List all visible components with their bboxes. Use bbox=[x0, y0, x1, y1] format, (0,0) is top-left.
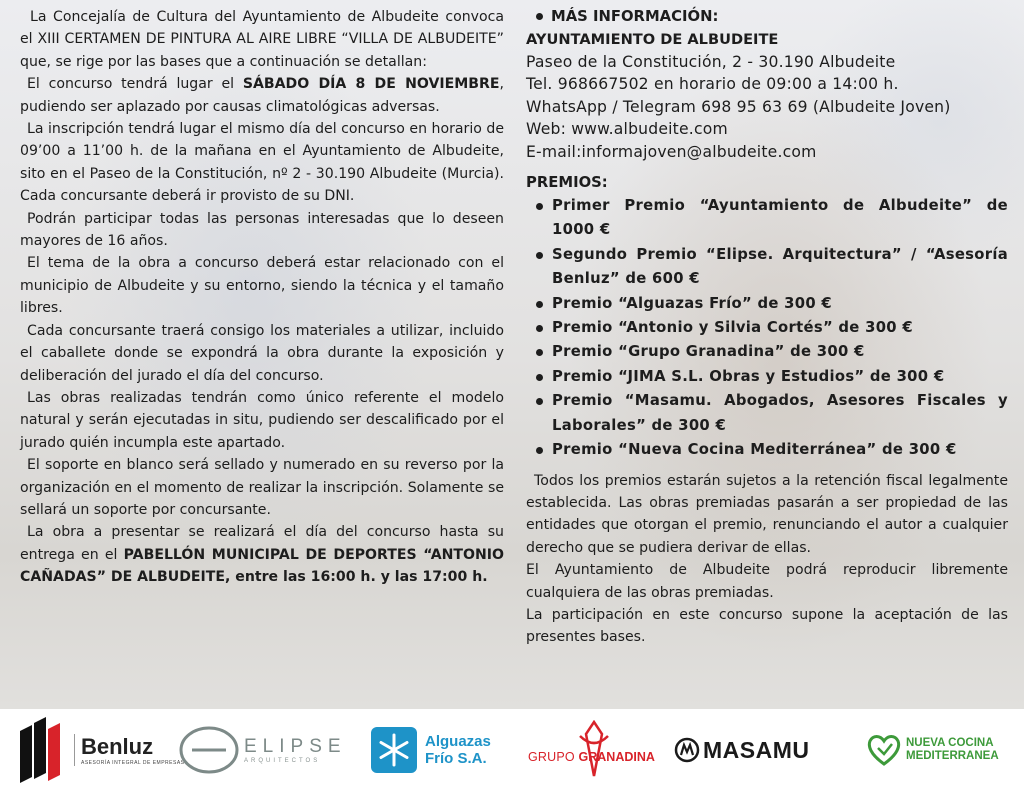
elipse-name: ELIPSE bbox=[244, 736, 347, 757]
prize-item bbox=[526, 194, 1008, 243]
heart-leaf-icon bbox=[866, 734, 902, 766]
benluz-tagline: ASESORÍA INTEGRAL DE EMPRESAS bbox=[81, 760, 185, 766]
rule-date-text-end: , pudiendo ser aplazado por causas climatológicas adversas. bbox=[20, 76, 504, 115]
prize-item bbox=[526, 316, 1008, 340]
bullet-icon bbox=[536, 398, 543, 405]
closing-notes bbox=[526, 470, 1008, 649]
prize-item bbox=[526, 389, 1008, 438]
masamu-logo bbox=[674, 709, 810, 791]
prize-item bbox=[526, 292, 1008, 316]
info-heading bbox=[526, 6, 1008, 28]
info-heading-text: MÁS INFORMACIÓN: bbox=[551, 8, 719, 25]
elipse-tagline: ARQUITECTOS bbox=[244, 758, 321, 764]
prize-item bbox=[526, 243, 1008, 292]
benluz-mark-icon bbox=[14, 717, 66, 783]
prize-text: Premio “Nueva Cocina Mediterránea” de 300 € bbox=[552, 441, 957, 459]
rule-date-text: El concurso tendrá lugar el bbox=[27, 76, 243, 93]
bullet-icon bbox=[536, 203, 543, 210]
closing-reproduccion: El Ayuntamiento de Albudeite podrá reproducir libremente cualquiera de las obras premiadas. bbox=[526, 562, 1008, 601]
granadina-logo bbox=[528, 709, 660, 791]
prize-item bbox=[526, 340, 1008, 364]
benluz-name: Benluz bbox=[81, 734, 154, 759]
info-column bbox=[526, 6, 1008, 649]
rule-inscripcion: La inscripción tendrá lugar el mismo día del concurso en horario de 09’00 a 11’00 h. de la mañana en el Ayuntamiento de Albudeite, sito en el Paseo de la Constitución, nº 2 - 30.190 Albudeite (Murcia). Cada concursante deberá ir provisto de su DNI. bbox=[20, 121, 504, 205]
prize-text: Premio “Alguazas Frío” de 300 € bbox=[552, 294, 832, 312]
alguazas-line1: Alguazas bbox=[425, 733, 491, 750]
prize-text: Premio “Antonio y Silvia Cortés” de 300 € bbox=[552, 319, 913, 337]
info-phone: Tel. 968667502 en horario de 09:00 a 14:00 h. bbox=[526, 75, 899, 94]
snowflake-icon bbox=[371, 727, 417, 773]
granadina-name-b: GRANADINA bbox=[578, 750, 655, 764]
elipse-mark-icon bbox=[178, 725, 240, 775]
rule-entrega-text: La obra a presentar se realizará el día del concurso hasta su entrega en el bbox=[20, 524, 504, 563]
bullet-icon bbox=[536, 301, 543, 308]
prize-list bbox=[526, 194, 1008, 462]
info-address: Paseo de la Constitución, 2 - 30.190 Albudeite bbox=[526, 53, 896, 71]
prize-text: Segundo Premio “Elipse. Arquitectura” / “Asesoría Benluz” de 600 € bbox=[552, 245, 1008, 288]
closing-retencion: Todos los premios estarán sujetos a la retención fiscal legalmente establecida. Las obras premiadas pasarán a ser propiedad de las entidades que otorgan el premio, renunciando el autor a cualquier derecho que se pudiera derivar de ellas. bbox=[526, 472, 1008, 556]
bullet-icon bbox=[536, 325, 543, 332]
prize-text: Premio “Masamu. Abogados, Asesores Fiscales y Laborales” de 300 € bbox=[552, 392, 1008, 434]
alguazas-logo bbox=[371, 709, 491, 791]
closing-aceptacion: La participación en este concurso supone la aceptación de las presentes bases. bbox=[526, 606, 1008, 646]
alguazas-line2: Frío S.A. bbox=[425, 750, 487, 767]
prize-item bbox=[526, 438, 1008, 462]
bullet-icon bbox=[536, 349, 543, 356]
granadina-name-a: GRUPO bbox=[528, 750, 579, 764]
nuevacocina-line2: MEDITERRANEA bbox=[906, 750, 999, 762]
rule-date-bold: SÁBADO DÍA 8 DE NOVIEMBRE bbox=[242, 76, 500, 93]
rule-materiales: Cada concursante traerá consigo los materiales a utilizar, incluido el caballete donde se expondrá la obra durante la exposición y deliberación del jurado el día del concurso. bbox=[20, 322, 504, 384]
premios-heading: PREMIOS: bbox=[526, 174, 608, 192]
bullet-icon bbox=[536, 13, 543, 20]
masamu-mark-icon bbox=[674, 737, 700, 763]
bases-column bbox=[20, 6, 504, 589]
rule-participantes: Podrán participar todas las personas interesadas que lo deseen mayores de 16 años. bbox=[20, 210, 504, 250]
prize-text: Premio “Grupo Granadina” de 300 € bbox=[552, 343, 865, 361]
elipse-logo bbox=[178, 709, 347, 791]
info-organization: AYUNTAMIENTO DE ALBUDEITE bbox=[526, 31, 779, 48]
info-web[interactable]: Web: www.albudeite.com bbox=[526, 120, 728, 139]
benluz-logo bbox=[14, 709, 185, 791]
intro-paragraph: La Concejalía de Cultura del Ayuntamiento de Albudeite convoca el XIII CERTAMEN DE PINTURA AL AIRE LIBRE “VILLA DE ALBUDEITE” que, se rige por las bases que a continuación se detallan: bbox=[20, 9, 504, 70]
rule-entrega bbox=[20, 521, 504, 588]
prize-text: Primer Premio “Ayuntamiento de Albudeite” de 1000 € bbox=[552, 197, 1008, 239]
info-email[interactable]: E-mail:informajoven@albudeite.com bbox=[526, 142, 817, 161]
masamu-name: MASAMU bbox=[703, 736, 810, 763]
nuevacocina-line1: NUEVA COCINA bbox=[906, 737, 994, 749]
bullet-icon bbox=[536, 447, 543, 454]
rule-soporte: El soporte en blanco será sellado y numerado en su reverso por la organización en el momento de realizar la inscripción. Solamente se sellará un soporte por concursante. bbox=[20, 457, 504, 518]
rule-entrega-bold: PABELLÓN MUNICIPAL DE DEPORTES “ANTONIO CAÑADAS” DE ALBUDEITE, entre las 16:00 h. y las 17:00 h. bbox=[20, 546, 505, 586]
prize-item bbox=[526, 365, 1008, 389]
bullet-icon bbox=[536, 252, 543, 259]
rule-tema: El tema de la obra a concurso deberá estar relacionado con el municipio de Albudeite y su entorno, siendo la técnica y el tamaño libres. bbox=[20, 255, 504, 317]
rule-obras: Las obras realizadas tendrán como único referente el modelo natural y serán ejecutadas in situ, pudiendo ser descalificado por el jurado quién incumpla este apartado. bbox=[20, 389, 504, 451]
info-whatsapp: WhatsApp / Telegram 698 95 63 69 (Albudeite Joven) bbox=[526, 97, 951, 116]
rule-date bbox=[20, 73, 504, 118]
bullet-icon bbox=[536, 374, 543, 381]
nuevacocina-logo bbox=[866, 709, 999, 791]
prize-text: Premio “JIMA S.L. Obras y Estudios” de 300 € bbox=[552, 367, 945, 385]
sponsor-logo-bar bbox=[0, 709, 1024, 791]
